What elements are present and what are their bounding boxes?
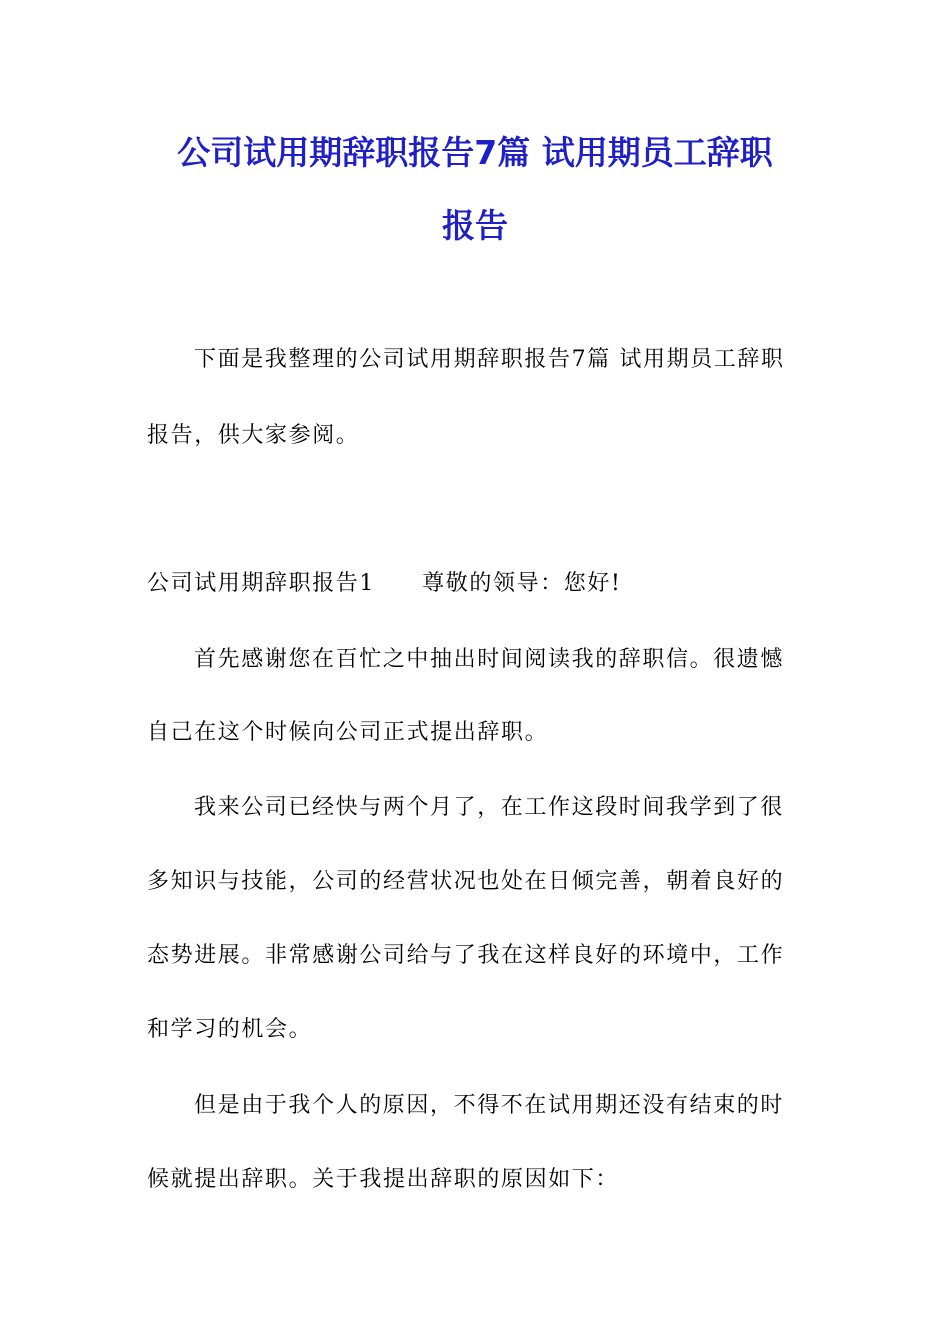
document-title-line-2: 报告 (442, 206, 508, 245)
document-title-line-1: 公司试用期辞职报告7篇 试用期员工辞职 (177, 133, 773, 172)
paragraph-2-line-4: 和学习的机会。 (147, 1017, 313, 1042)
paragraph-2-line-2: 多知识与技能，公司的经营状况也处在日倾完善，朝着良好的 (147, 869, 785, 894)
paragraph-3-line-2: 候就提出辞职。关于我提出辞职的原因如下： (147, 1167, 620, 1192)
intro-line-1: 下面是我整理的公司试用期辞职报告7篇 试用期员工辞职 (194, 347, 785, 372)
paragraph-3-line-1: 但是由于我个人的原因，不得不在试用期还没有结束的时 (194, 1093, 785, 1118)
section-heading: 公司试用期辞职报告1 尊敬的领导：您好! (147, 571, 622, 596)
paragraph-2-line-1: 我来公司已经快与两个月了，在工作这段时间我学到了很 (194, 795, 785, 820)
paragraph-1-line-1: 首先感谢您在百忙之中抽出时间阅读我的辞职信。很遗憾 (194, 647, 785, 672)
intro-line-2: 报告，供大家参阅。 (147, 423, 360, 448)
paragraph-1-line-2: 自己在这个时候向公司正式提出辞职。 (147, 720, 549, 745)
paragraph-2-line-3: 态势进展。非常感谢公司给与了我在这样良好的环境中，工作 (147, 943, 785, 968)
